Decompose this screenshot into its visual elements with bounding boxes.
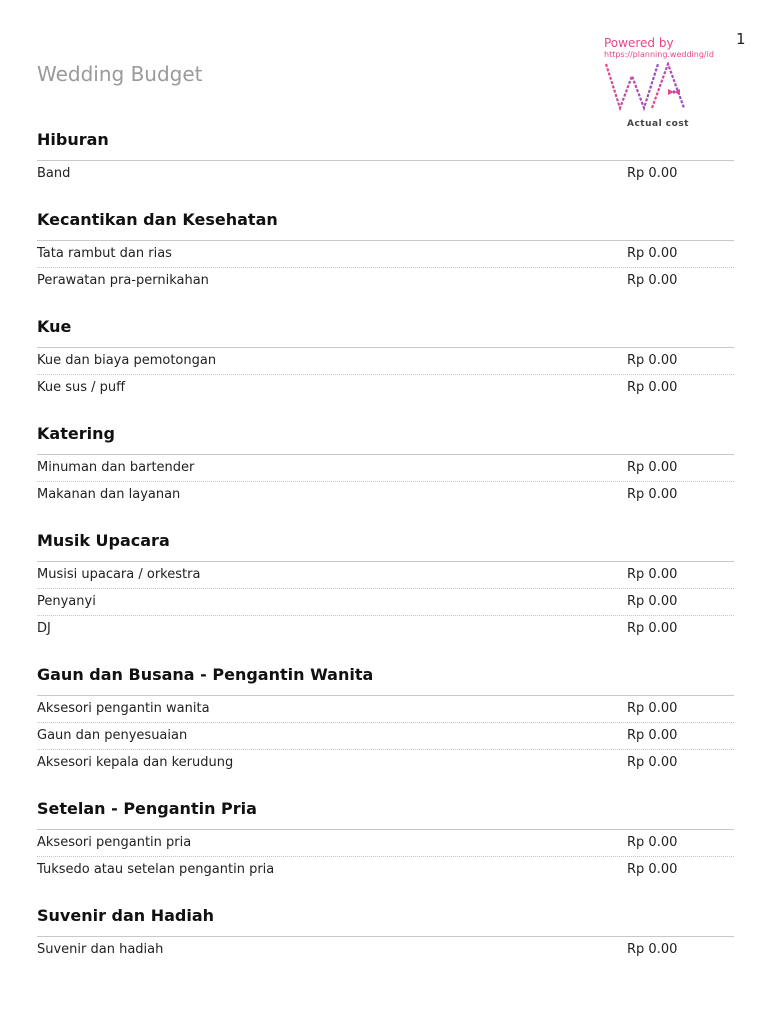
item-name: Penyanyi [37,594,96,609]
item-actual-cost: Rp 0.00 [627,166,678,181]
budget-item-row [37,455,734,482]
budget-section [37,422,734,509]
item-actual-cost: Rp 0.00 [627,835,678,850]
item-name: Musisi upacara / orkestra [37,567,201,582]
item-actual-cost: Rp 0.00 [627,460,678,475]
item-name: Tata rambut dan rias [37,246,172,261]
item-name: Aksesori pengantin wanita [37,701,210,716]
item-name: Gaun dan penyesuaian [37,728,188,743]
logo-url[interactable]: https://planning.wedding/id [604,50,714,59]
budget-item-row [37,696,734,723]
budget-section [37,663,734,777]
item-actual-cost: Rp 0.00 [627,755,678,770]
wa-bowtie-logo-icon [604,62,700,112]
section-title: Kue [37,315,734,348]
section-title: Suvenir dan Hadiah [37,904,734,937]
budget-section [37,904,734,964]
budget-item-row [37,482,734,509]
item-name: DJ [37,621,51,636]
item-name: Kue sus / puff [37,380,126,395]
logo[interactable] [604,36,714,112]
budget-item-row [37,241,734,268]
budget-item-row [37,750,734,777]
page-number: 1 [736,30,746,48]
budget-item-row [37,937,734,964]
budget-section [37,128,734,188]
powered-by-label: Powered by [604,36,674,50]
item-name: Band [37,166,71,181]
item-name: Suvenir dan hadiah [37,942,164,957]
section-title: Musik Upacara [37,529,734,562]
section-title: Gaun dan Busana - Pengantin Wanita [37,663,734,696]
budget-section [37,208,734,295]
budget-item-row [37,268,734,295]
budget-item-row [37,857,734,884]
actual-cost-column-header: Actual cost [627,119,689,129]
budget-item-row [37,161,734,188]
budget-item-row [37,830,734,857]
budget-section [37,315,734,402]
section-title: Setelan - Pengantin Pria [37,797,734,830]
item-name: Tuksedo atau setelan pengantin pria [37,862,275,877]
item-actual-cost: Rp 0.00 [627,273,678,288]
item-actual-cost: Rp 0.00 [627,621,678,636]
item-actual-cost: Rp 0.00 [627,487,678,502]
item-actual-cost: Rp 0.00 [627,728,678,743]
budget-item-row [37,562,734,589]
item-name: Minuman dan bartender [37,460,195,475]
budget-section [37,797,734,884]
budget-item-row [37,589,734,616]
section-title: Katering [37,422,734,455]
item-actual-cost: Rp 0.00 [627,862,678,877]
item-actual-cost: Rp 0.00 [627,353,678,368]
budget-item-row [37,723,734,750]
budget-item-row [37,348,734,375]
item-actual-cost: Rp 0.00 [627,380,678,395]
budget-item-row [37,616,734,643]
item-name: Kue dan biaya pemotongan [37,353,217,368]
item-name: Aksesori pengantin pria [37,835,192,850]
section-title: Hiburan [37,128,734,161]
item-actual-cost: Rp 0.00 [627,246,678,261]
item-actual-cost: Rp 0.00 [627,594,678,609]
item-name: Makanan dan layanan [37,487,181,502]
item-actual-cost: Rp 0.00 [627,567,678,582]
budget-item-row [37,375,734,402]
budget-section [37,529,734,643]
section-title: Kecantikan dan Kesehatan [37,208,734,241]
item-name: Aksesori kepala dan kerudung [37,755,234,770]
item-actual-cost: Rp 0.00 [627,942,678,957]
item-actual-cost: Rp 0.00 [627,701,678,716]
item-name: Perawatan pra-pernikahan [37,273,209,288]
page-title: Wedding Budget [37,62,203,86]
budget-list [37,128,734,984]
